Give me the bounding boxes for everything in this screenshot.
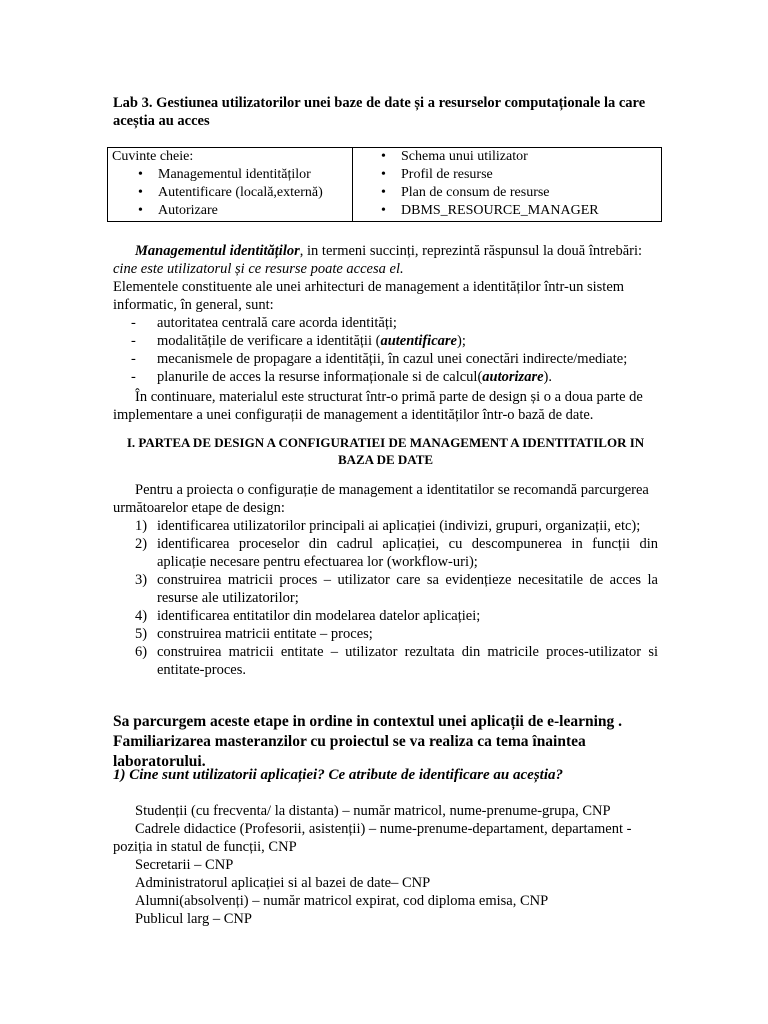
- users-list: [113, 802, 658, 928]
- keywords-heading: Cuvinte cheie:: [112, 149, 194, 164]
- keyword-item: • Profil de resurse: [357, 166, 657, 184]
- lab-title: Lab 3. Gestiunea utilizatorilor unei baze de date și a resurselor computaționale la care aceștia au acces: [113, 95, 646, 129]
- keywords-table: [107, 147, 662, 222]
- step-text: identificarea proceselor din cadrul aplicației, cu descompunerea in funcții din aplicație necesare pentru efectuarea lor (workflow-uri);: [157, 536, 658, 570]
- intro-section: [113, 242, 658, 424]
- step-number: 3): [135, 572, 148, 588]
- keyword-item: • Autorizare: [112, 202, 348, 220]
- step-text: construirea matricii entitate – utilizator rezultata din matricile proces-utilizator si entitate-proces.: [157, 644, 658, 678]
- user-entry: Publicul larg – CNP: [135, 911, 252, 927]
- intro-paragraph-1: [113, 242, 658, 278]
- keywords-left-list: [112, 166, 348, 220]
- step-text: identificarea entitatilor din modelarea datelor aplicației;: [157, 608, 481, 624]
- keyword-item: • DBMS_RESOURCE_MANAGER: [357, 202, 657, 220]
- design-section: [113, 481, 658, 679]
- user-entry: Studenții (cu frecventa/ la distanta) – număr matricol, nume-prenume-grupa, CNP: [135, 803, 611, 819]
- intro-paragraph-3: În continuare, materialul este structurat într-o primă parte de design și o a doua parte de implementare a unei configurații de management a identităților într-o bază de date.: [113, 389, 643, 423]
- element-text: planurile de acces la resurse informaționale si de calcul(: [157, 369, 483, 385]
- step-text: identificarea utilizatorilor principali ai aplicației (indivizi, grupuri, organizații, etc);: [157, 518, 641, 534]
- element-text-end: );: [456, 333, 466, 349]
- design-step: [113, 535, 658, 571]
- design-step: [113, 643, 658, 679]
- step-text: construirea matricii entitate – proces;: [157, 626, 373, 642]
- element-term: autentificare: [380, 333, 457, 349]
- element-text: modalitățile de verificare a identității (: [157, 333, 381, 349]
- element-item: [113, 332, 658, 350]
- keywords-left-cell: [108, 148, 353, 222]
- element-item: [113, 350, 658, 368]
- keyword-item: • Plan de consum de resurse: [357, 184, 657, 202]
- element-text: autoritatea centrală care acorda identități;: [157, 315, 397, 331]
- step-number: 5): [135, 626, 148, 642]
- step-text: construirea matricii proces – utilizator care sa evidențieze necesitatile de acces la resurse ale utilizatorilor;: [157, 572, 658, 606]
- design-step: [113, 571, 658, 607]
- design-step: [113, 517, 658, 535]
- element-text: mecanismele de propagare a identității, în cazul unei conectări indirecte/mediate;: [157, 351, 628, 367]
- intro-paragraph-2: Elementele constituente ale unei arhitecturi de management a identităților într-un sistem informatic, în general, sunt:: [113, 279, 625, 313]
- section-heading: I. PARTEA DE DESIGN A CONFIGURATIEI DE MANAGEMENT A IDENTITATILOR IN BAZA DE DATE: [126, 435, 645, 467]
- user-entry: Cadrele didactice (Profesorii, asistenții) – nume-prenume-departament, departament - poziția in statul de funcții, CNP: [113, 821, 632, 855]
- emphasis-paragraph: Sa parcurgem aceste etape in ordine in contextul unei aplicații de e-learning . Familiarizarea masteranzilor cu proiectul se va realiza ca tema înaintea laboratorului.: [113, 713, 623, 770]
- design-steps-list: [113, 517, 658, 679]
- design-step: [113, 625, 658, 643]
- user-entry: Secretarii – CNP: [135, 857, 234, 873]
- keywords-right-list: [357, 148, 657, 220]
- step-number: 4): [135, 608, 148, 624]
- user-entry: Administratorul aplicației si al bazei de date– CNP: [135, 875, 431, 891]
- element-item: [113, 368, 658, 386]
- element-item: [113, 314, 658, 332]
- keywords-right-cell: [353, 148, 662, 222]
- element-text-end: ).: [543, 369, 553, 385]
- question-heading: 1) Cine sunt utilizatorii aplicației? Ce atribute de identificare au aceștia?: [113, 767, 564, 783]
- intro-question: cine este utilizatorul și ce resurse poate accesa el.: [113, 261, 404, 277]
- keyword-item: • Schema unui utilizator: [357, 148, 657, 166]
- step-number: 2): [135, 536, 148, 552]
- step-number: 6): [135, 644, 148, 660]
- design-step: [113, 607, 658, 625]
- step-number: 1): [135, 518, 148, 534]
- design-intro: Pentru a proiecta o configurație de management a identitatilor se recomandă parcurgerea următoarelor etape de design:: [113, 482, 649, 516]
- user-entry: Alumni(absolvenți) – număr matricol expirat, cod diploma emisa, CNP: [135, 893, 549, 909]
- element-term: autorizare: [482, 369, 544, 385]
- intro-text: , in termeni succinți, reprezintă răspunsul la două întrebări:: [299, 243, 643, 259]
- keyword-item: • Autentificare (locală,externă): [112, 184, 348, 202]
- elements-list: [113, 314, 658, 386]
- intro-term: Managementul identităților: [135, 243, 300, 259]
- keyword-item: • Managementul identităților: [112, 166, 348, 184]
